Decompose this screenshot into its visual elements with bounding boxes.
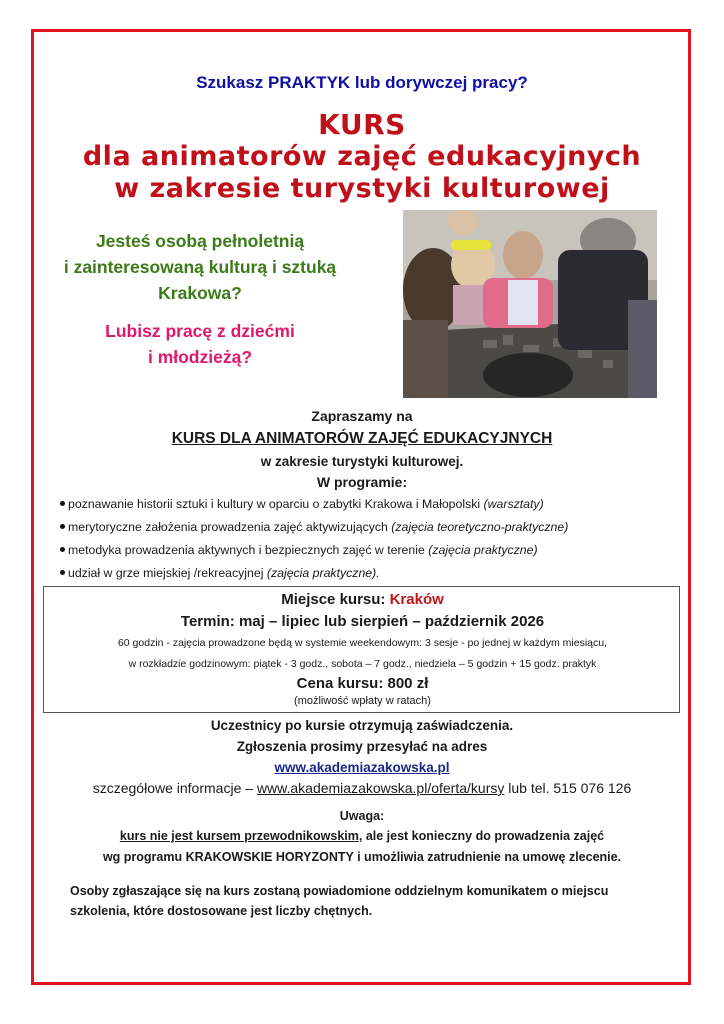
course-hours-line1: 60 godzin - zajęcia prowadzone będą w systemie weekendowym: 3 sesje - po jednej w każdym miesiącu, [117,637,608,649]
offer-link[interactable]: www.akademiazakowska.pl/oferta/kursy [256,780,505,796]
photo-illustration-icon [403,210,657,398]
kids-question-line1: Lubisz pracę z dziećmi [105,321,295,341]
course-subtitle: w zakresie turystyki kulturowej. [260,454,464,469]
program-item [60,518,680,541]
program-item [60,564,680,587]
program-item-text: poznawanie historii sztuki i kultury w oparciu o zabytki Krakowa i Małopolski [68,497,484,511]
bullet-icon [60,524,65,529]
bullet-icon [60,501,65,506]
adult-question-line2: i zainteresowaną kulturą i sztuką [63,257,337,277]
course-name-heading [0,430,724,448]
notice-line1-rest: , ale jest konieczny do prowadzenia zajęć [358,829,605,843]
notice-footer: Osoby zgłaszające się na kurs zostaną powiadomione oddzielnym komunikatem o miejscu szkolenia, które dostosowane jest liczby chętnych. [70,884,609,918]
program-list [60,495,680,587]
adult-question [40,228,360,306]
program-item-note: (zajęcia praktyczne) [428,543,538,557]
certificate-note: Uczestnicy po kursie otrzymują zaświadczenia. [210,718,514,733]
program-item-text: metodyka prowadzenia aktywnych i bezpiecznych zajęć w terenie [68,543,429,557]
course-term: Termin: maj – lipiec lub sierpień – październik 2026 [180,613,545,630]
kids-question [40,318,360,370]
notice-underlined: kurs nie jest kursem przewodnikowskim [119,829,359,843]
website-link-row [0,760,724,775]
adult-question-line1: Jesteś osobą pełnoletnią [95,231,305,251]
kids-question-line2: i młodzieżą? [147,347,253,367]
details-phone: lub tel. 515 076 126 [504,780,632,796]
program-item-note: (zajęcia teoretyczno-praktyczne) [391,520,569,534]
course-price: Cena kursu: 800 zł [296,675,429,692]
program-item-note: (zajęcia praktyczne). [266,566,380,580]
invitation-intro: Zapraszamy na [311,408,413,424]
course-name-underlined: KURS DLA ANIMATORÓW ZAJĘĆ EDUKACYJNYCH [171,430,553,447]
children-with-city-model-photo [403,210,657,398]
apply-note: Zgłoszenia prosimy przesyłać na adres [236,739,488,754]
details-info [0,780,724,796]
course-place [44,591,681,608]
course-title-line2: dla animatorów zajęć edukacyjnych [82,141,642,172]
bullet-icon [60,570,65,575]
website-link[interactable]: www.akademiazakowska.pl [274,760,450,775]
headline-question: Szukasz PRAKTYK lub dorywczej pracy? [196,73,528,92]
course-title-line3: w zakresie turystyki kulturowej [114,173,610,204]
notice-line2: wg programu KRAKOWSKIE HORYZONTY i umożliwia zatrudnienie na umowę zlecenie. [102,850,622,864]
program-item [60,541,680,564]
program-item-text: udział w grze miejskiej /rekreacyjnej [68,566,267,580]
program-item-note: (warsztaty) [483,497,544,511]
course-installments: (możliwość wpłaty w ratach) [294,695,431,707]
program-item-text: merytoryczne założenia prowadzenia zajęć aktywizujących [68,520,392,534]
program-item [60,495,680,518]
course-details-box [43,586,680,713]
notice-line1 [0,829,724,843]
bullet-icon [60,547,65,552]
course-place-label: Miejsce kursu: [281,591,390,608]
details-prefix: szczegółowe informacje – [92,780,257,796]
course-title-kurs: KURS [318,108,406,141]
notice-heading: Uwaga: [339,809,385,823]
course-hours-line2: w rozkładzie godzinowym: piątek - 3 godz., sobota – 7 godz., niedziela – 5 godzin + 15 godz. praktyk [128,658,597,670]
course-place-city: Kraków [389,591,444,608]
program-heading: W programie: [316,474,408,490]
adult-question-line3: Krakowa? [158,283,242,303]
